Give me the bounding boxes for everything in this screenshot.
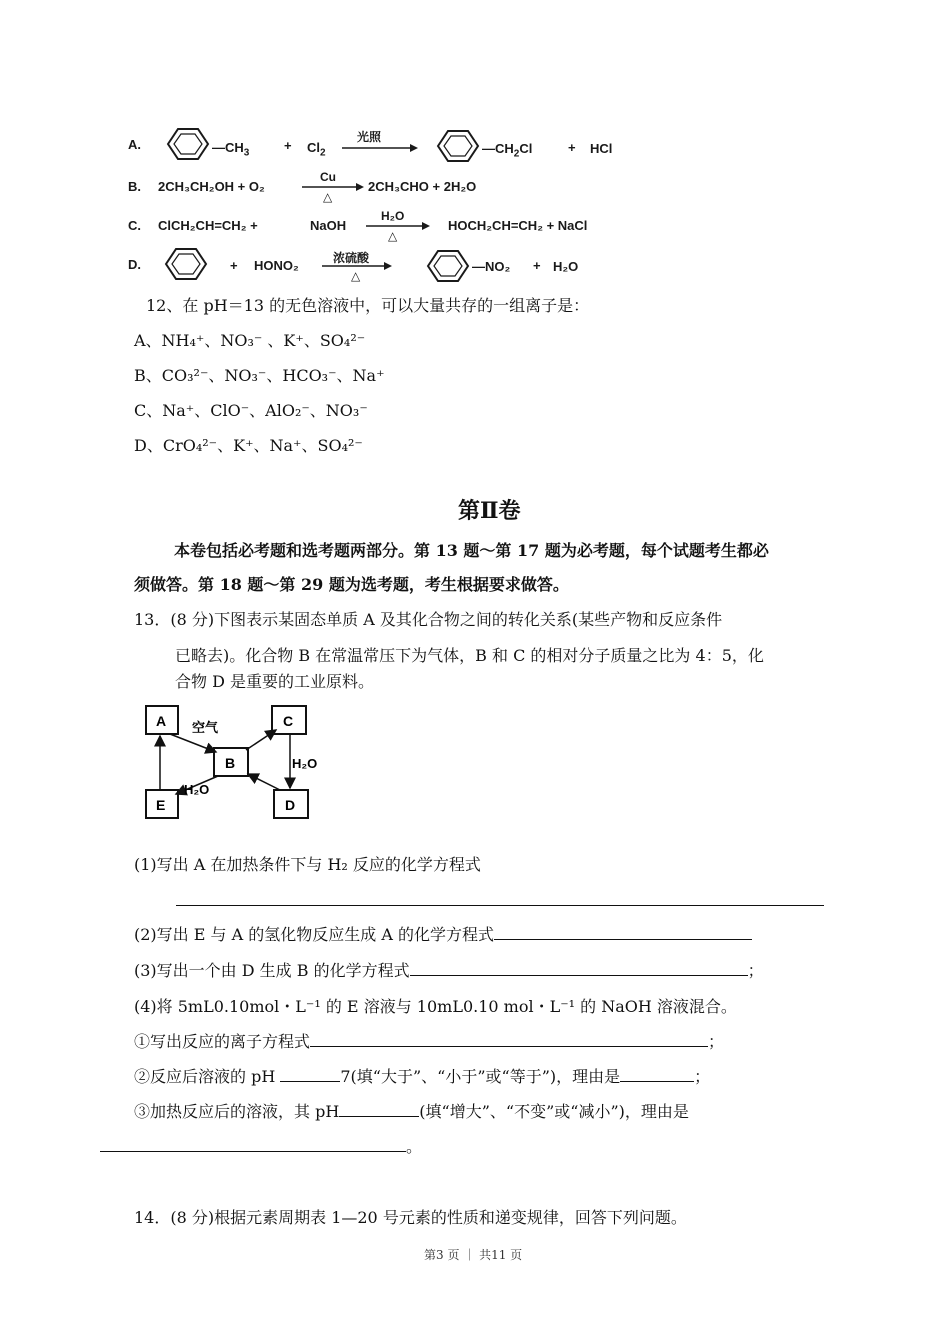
q13-sub2-row <box>134 1064 710 1087</box>
reaction-c-reagent: NaOH <box>310 218 347 233</box>
answer-blank-sub2-ph[interactable] <box>280 1067 340 1082</box>
reaction-a-plus2: + <box>568 140 576 155</box>
reaction-d-label: D. <box>128 257 141 272</box>
arrow-d-to-b <box>248 774 280 790</box>
label-h2o-left: H₂O <box>184 782 210 797</box>
q13-sub3b: (填“增大”、“不变”或“减小”)，理由是 <box>419 1102 689 1121</box>
arrow-a-to-b <box>170 734 216 752</box>
reaction-d-product1: —NO₂ <box>472 259 511 274</box>
q13-stem-line3: 合物 D 是重要的工业原料。 <box>175 672 375 691</box>
reaction-c-rhs: HOCH₂CH=CH₂ + NaCl <box>448 218 588 233</box>
reaction-b-cond-top: Cu <box>320 170 336 184</box>
reaction-c-lhs: ClCH₂CH=CH₂ + <box>158 218 258 233</box>
reaction-c-arrow-icon <box>366 221 430 231</box>
reaction-a-arrow-icon <box>342 143 418 153</box>
reaction-a-reactant1: $—CH_3$ <box>212 140 250 159</box>
label-d: D <box>285 797 296 813</box>
answer-line-part1[interactable] <box>176 905 824 906</box>
q13-sub2b: 7(填“大于”、“小于”或“等于”)，理由是 <box>340 1067 621 1086</box>
q13-sub1: ①写出反应的离子方程式 <box>134 1032 311 1051</box>
label-air: 空气 <box>192 721 219 736</box>
label-a: A <box>156 713 167 729</box>
label-b: B <box>225 755 236 771</box>
section-intro-line1: 本卷包括必考题和选考题两部分。第 13 题～第 17 题为必考题，每个试题考生都必 <box>174 541 769 560</box>
reaction-b-label: B. <box>128 179 141 194</box>
q13-part1: (1)写出 A 在加热条件下与 H₂ 反应的化学方程式 <box>134 855 481 874</box>
reaction-b-cond-bot: △ <box>323 190 333 204</box>
q13-sub3-end: 。 <box>406 1137 423 1156</box>
section-title: 第Ⅱ卷 <box>458 498 521 524</box>
conversion-diagram <box>140 700 340 825</box>
q13-part3-end: ； <box>747 961 764 980</box>
q12-option-d: D、CrO₄²⁻、K⁺、Na⁺、SO₄²⁻ <box>134 436 363 455</box>
q12-option-b: B、CO₃²⁻、NO₃⁻、HCO₃⁻、Na⁺ <box>134 366 385 385</box>
q13-sub3a: ③加热反应后的溶液，其 pH <box>134 1102 340 1121</box>
reaction-a-product2: HCl <box>590 141 613 156</box>
reaction-b-rhs: 2CH₃CHO + 2H₂O <box>368 179 477 194</box>
reaction-d-cond-bot: △ <box>351 269 361 283</box>
q12-option-a: A、NH₄⁺、NO₃⁻ 、K⁺、SO₄²⁻ <box>134 331 366 350</box>
q13-sub2a: ②反应后溶液的 pH <box>134 1067 281 1086</box>
reaction-b-arrow-icon <box>302 182 364 192</box>
q13-stem-line1: 13．(8 分)下图表示某固态单质 A 及其化合物之间的转化关系(某些产物和反应条件 <box>134 610 723 629</box>
reaction-c-cond-top: H₂O <box>381 209 405 223</box>
q14-stem: 14．(8 分)根据元素周期表 1—20 号元素的性质和递变规律，回答下列问题。 <box>134 1208 687 1227</box>
label-e: E <box>156 797 166 813</box>
answer-blank-sub2-reason[interactable] <box>620 1067 694 1082</box>
page-footer: 第3 页 ｜ 共11 页 <box>424 1248 523 1262</box>
q13-sub3-row <box>134 1099 689 1122</box>
reaction-b-lhs: 2CH₃CH₂OH + O₂ <box>158 179 265 194</box>
reaction-a-label: A. <box>128 137 141 152</box>
benzene-ring-icon <box>418 246 478 286</box>
arrow-b-to-c <box>246 730 276 750</box>
reaction-a-product1: $—CH_2Cl$ <box>482 141 533 160</box>
reaction-d-plus2: + <box>533 258 541 273</box>
q13-stem-line2: 已略去)。化合物 B 在常温常压下为气体，B 和 C 的相对分子质量之比为 4：5，化 <box>175 646 764 665</box>
reaction-d-product2: H₂O <box>553 259 579 274</box>
q12-stem: 12、在 pH＝13 的无色溶液中，可以大量共存的一组离子是： <box>146 296 590 315</box>
answer-blank-part3[interactable] <box>410 961 748 976</box>
answer-blank-sub1[interactable] <box>310 1032 708 1047</box>
answer-blank-sub3-reason[interactable] <box>100 1137 406 1152</box>
q13-part2-row <box>134 922 752 945</box>
q13-sub1-end: ； <box>708 1032 725 1051</box>
section-intro-line2: 须做答。第 18 题～第 29 题为选考题，考生根据要求做答。 <box>134 575 569 594</box>
q13-part3-row <box>134 958 764 981</box>
answer-blank-sub3-ph[interactable] <box>339 1102 419 1117</box>
q13-part4: (4)将 5mL0.10mol・L⁻¹ 的 E 溶液与 10mL0.10 mol・L⁻¹ 的 NaOH 溶液混合。 <box>134 997 737 1016</box>
reaction-a-plus1: + <box>284 138 292 153</box>
answer-blank-part2[interactable] <box>494 925 752 940</box>
q13-sub2-end: ； <box>694 1067 711 1086</box>
label-h2o-right: H₂O <box>292 756 318 771</box>
label-c: C <box>283 713 294 729</box>
reaction-c-label: C. <box>128 218 141 233</box>
q13-part2: (2)写出 E 与 A 的氢化物反应生成 A 的化学方程式 <box>134 925 494 944</box>
reaction-d-reagent: HONO₂ <box>254 258 299 273</box>
reaction-a-reactant2: $Cl_2$ <box>307 140 326 159</box>
benzene-ring-icon <box>158 124 218 164</box>
q13-part3: (3)写出一个由 D 生成 B 的化学方程式 <box>134 961 410 980</box>
q12-option-c: C、Na⁺、ClO⁻、AlO₂⁻、NO₃⁻ <box>134 401 368 420</box>
reaction-c-cond-bot: △ <box>388 229 398 243</box>
reaction-d-plus1: + <box>230 258 238 273</box>
benzene-ring-icon <box>156 244 216 284</box>
q13-sub1-row <box>134 1029 724 1052</box>
q13-sub3-row2 <box>100 1134 422 1157</box>
benzene-ring-icon <box>428 126 488 166</box>
reaction-a-condition: 光照 <box>357 130 382 144</box>
reaction-d-cond-top: 浓硫酸 <box>333 251 370 265</box>
